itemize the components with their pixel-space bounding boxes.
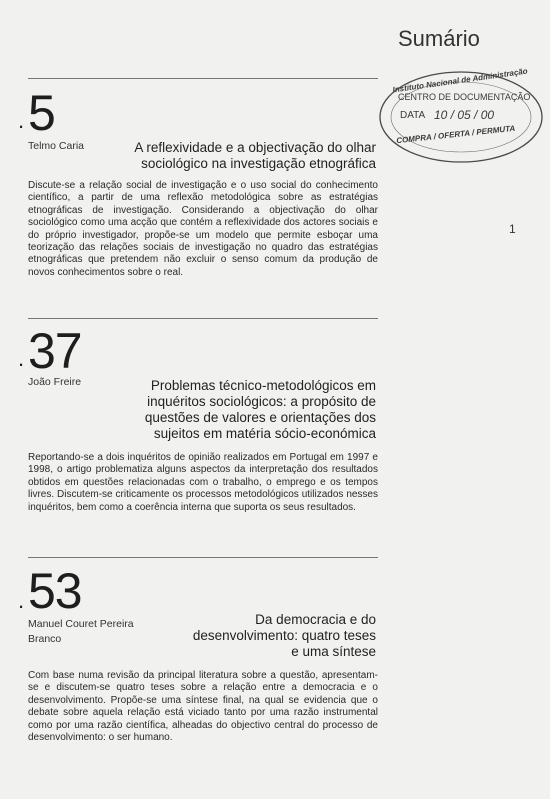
stamp-date-value: 10 / 05 / 00 bbox=[434, 108, 495, 122]
article-divider bbox=[28, 78, 378, 79]
article-divider bbox=[28, 318, 378, 319]
article-abstract: Com base numa revisão da principal literatura sobre a questão, apresentam-se e discutem-se quatro teses sobre a relação entre a democracia e o desenvolvimento. Propõe-se uma síntese final, na qual se evidencia que o debate sobre aquela relação está viciado tanto por uma razão instrumental como por uma razão científica, alheadas do objectivo central do processo de desenvolvimento: o ser humano. bbox=[28, 670, 378, 744]
bullet-dot: . bbox=[18, 588, 25, 613]
stamp-center: CENTRO DE DOCUMENTAÇÃO bbox=[398, 92, 531, 102]
stamp-date-label: DATA bbox=[400, 110, 426, 121]
article-abstract: Reportando-se a dois inquéritos de opinião realizados em Portugal em 1997 e 1998, o artigo problematiza alguns aspectos da interpretação dos resultados obtidos em questões relacionadas com o trabalho, o emprego e os tempos livres. Discutem-se criticamente os processos metodológicos utilizados nesses inquéritos, bem como a coerência interna que suporta os seus resultados. bbox=[28, 452, 378, 513]
article-author: Telmo Caria bbox=[28, 140, 85, 152]
article-page-number: 37 bbox=[28, 323, 82, 379]
bullet-dot: . bbox=[18, 108, 25, 133]
stamp-acquisition: COMPRA / OFERTA / PERMUTA bbox=[395, 123, 516, 146]
page-title: Sumário bbox=[398, 26, 480, 51]
stamp-organization: Instituto Nacional de Administração bbox=[392, 66, 529, 95]
article-title: A reflexividade e a objectivação do olhar sociológico na investigação etnográfica bbox=[134, 140, 376, 171]
article-title: Da democracia e do desenvolvimento: quatro teses e uma síntese bbox=[192, 612, 376, 659]
article-author: Manuel Couret Pereira Branco bbox=[28, 618, 134, 645]
article-title: Problemas técnico-metodológicos em inquéritos sociológicos: a propósito de questões de valores e orientações dos sujeitos em matéria sócio-económica bbox=[144, 378, 376, 441]
page-number: 1 bbox=[509, 222, 516, 236]
library-stamp bbox=[378, 66, 544, 164]
article-page-number: 5 bbox=[28, 85, 55, 141]
bullet-dot: . bbox=[18, 346, 25, 371]
article-page-number: 53 bbox=[28, 563, 82, 619]
article-divider bbox=[28, 557, 378, 558]
article-abstract: Discute-se a relação social de investigação e o uso social do conhecimento científico, a partir de uma reflexão metodológica sobre as estratégias etnográficas de investigação. Considerando a objectivação do olhar sociológico como uma acção que contém a reflexividade dos actores sociais e do próprio investigador, propõe-se um modelo que permite esboçar uma teorização das relações sociais de investigação no quadro das estratégias etnográficas que pretendem não excluir o senso comum da produção de novos conhecimentos sobre o real. bbox=[28, 180, 378, 278]
article-author: João Freire bbox=[28, 376, 82, 388]
